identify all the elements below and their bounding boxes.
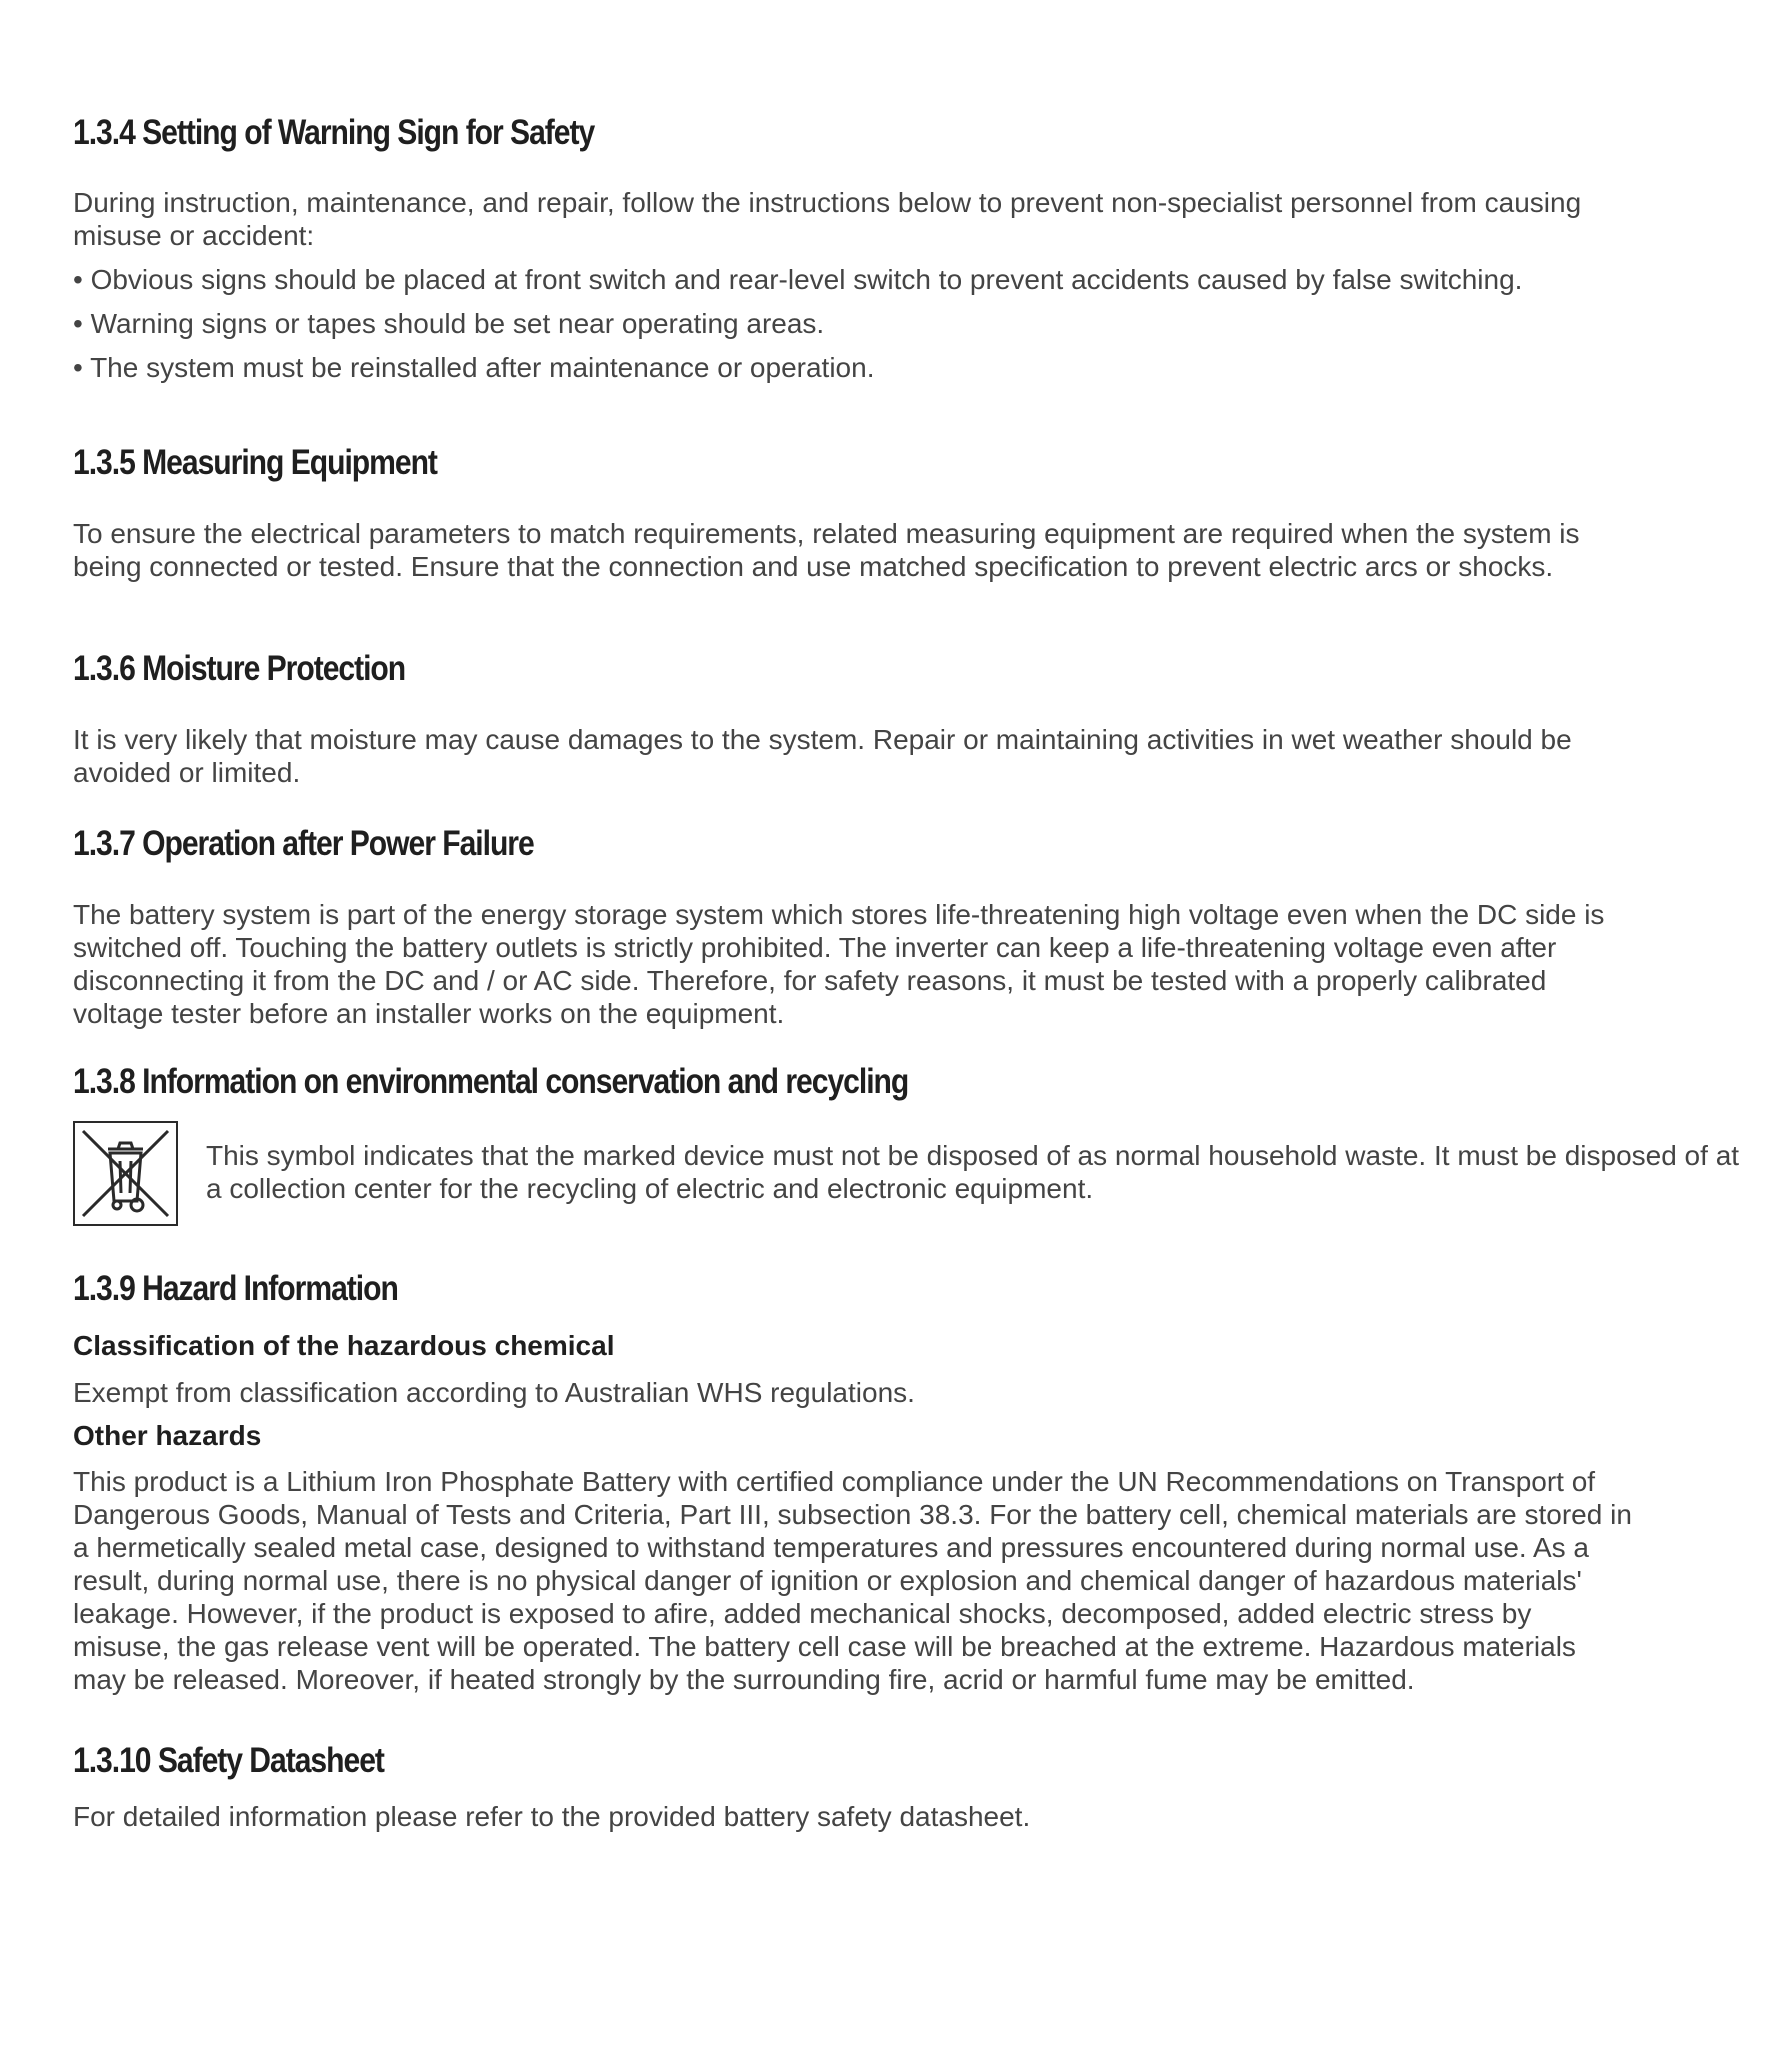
section-heading: 1.3.4 Setting of Warning Sign for Safety — [73, 113, 595, 152]
bullet-item: • Warning signs or tapes should be set near operating areas. — [73, 308, 825, 339]
section-body: The battery system is part of the energy storage system which stores life-threatening high voltage even when the DC side is switched off. Touching the battery outlets is strictly prohibited. The inverter can keep a life-threatening voltage even after disconnecting it from the DC and / or AC side. Therefore, for safety reasons, it must be tested with a properly calibrated voltage tester before an installer works on the equipment. — [73, 899, 1605, 1029]
recycling-notice — [73, 1121, 1753, 1226]
subheading-other-hazards: Other hazards — [73, 1420, 262, 1451]
recycling-text: This symbol indicates that the marked device must not be disposed of as normal household waste. It must be disposed of at a collection center for the recycling of electric and electronic equipment. — [206, 1140, 1740, 1204]
section-body: For detailed information please refer to the provided battery safety datasheet. — [73, 1801, 1031, 1832]
bullet-item: • The system must be reinstalled after maintenance or operation. — [73, 352, 875, 383]
other-hazards-body: This product is a Lithium Iron Phosphate Battery with certified compliance under the UN Recommendations on Transport of Dangerous Goods, Manual of Tests and Criteria, Part III, subsection 38.3. For the battery cell, chemical materials are stored in a hermetically sealed metal case, designed to withstand temperatures and pressures encountered during normal use. As a result, during normal use, there is no physical danger of ignition or explosion and chemical danger of hazardous materials' leakage. However, if the product is exposed to afire, added mechanical shocks, decomposed, added electric stress by misuse, the gas release vent will be operated. The battery cell case will be breached at the extreme. Hazardous materials may be released. Moreover, if heated strongly by the surrounding fire, acrid or harmful fume may be emitted. — [73, 1466, 1632, 1695]
section-1-3-8 — [73, 1057, 1753, 1226]
weee-crossed-bin-icon — [73, 1121, 178, 1226]
section-body: To ensure the electrical parameters to match requirements, related measuring equipment are required when the system is being connected or tested. Ensure that the connection and use matched specification to prevent electric arcs or shocks. — [73, 518, 1580, 582]
section-1-3-4 — [73, 108, 1753, 384]
section-1-3-5 — [73, 438, 1753, 583]
section-body: It is very likely that moisture may cause damages to the system. Repair or maintaining activities in wet weather should be avoided or limited. — [73, 724, 1572, 788]
section-heading: 1.3.6 Moisture Protection — [73, 649, 406, 688]
section-heading: 1.3.7 Operation after Power Failure — [73, 824, 534, 863]
section-1-3-6 — [73, 644, 1753, 789]
section-1-3-10 — [73, 1736, 1753, 1833]
bullet-list — [73, 263, 1753, 384]
section-intro: During instruction, maintenance, and repair, follow the instructions below to prevent non-specialist personnel from causing misuse or accident: — [73, 187, 1582, 251]
bullet-item: • Obvious signs should be placed at front switch and rear-level switch to prevent accidents caused by false switching. — [73, 264, 1523, 295]
document-page — [73, 108, 1753, 1833]
subheading-classification: Classification of the hazardous chemical — [73, 1330, 615, 1361]
section-heading: 1.3.5 Measuring Equipment — [73, 443, 437, 482]
section-heading: 1.3.8 Information on environmental conservation and recycling — [73, 1062, 909, 1101]
classification-body: Exempt from classification according to Australian WHS regulations. — [73, 1377, 915, 1408]
section-heading: 1.3.10 Safety Datasheet — [73, 1741, 384, 1780]
section-1-3-9 — [73, 1264, 1753, 1696]
section-1-3-7 — [73, 819, 1753, 1030]
section-heading: 1.3.9 Hazard Information — [73, 1269, 398, 1308]
